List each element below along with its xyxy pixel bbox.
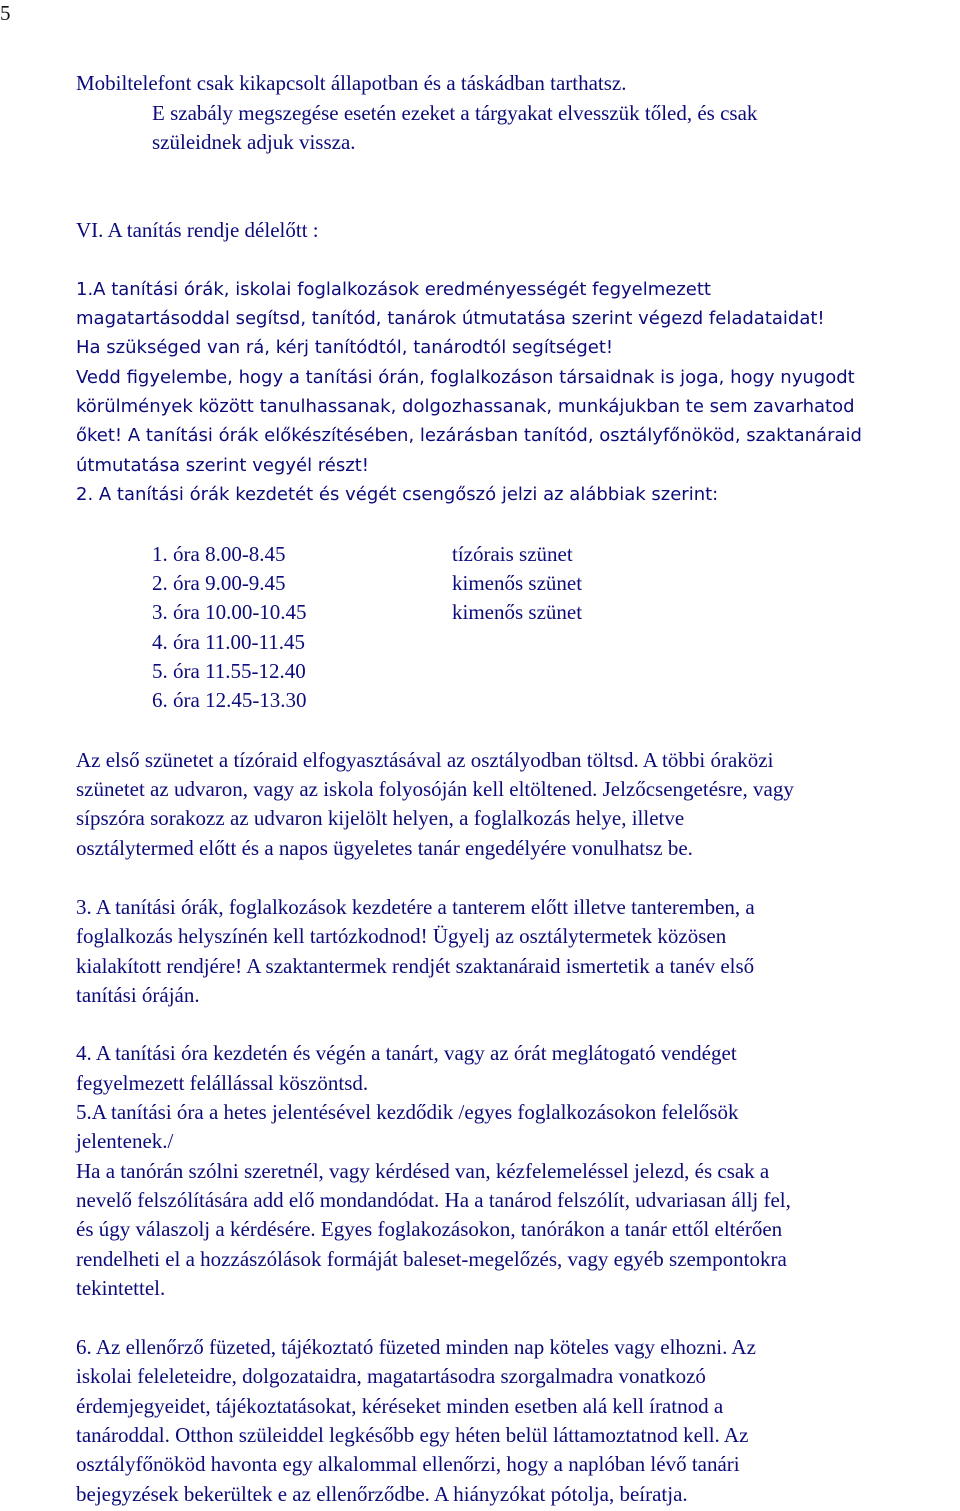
period-time: 1. óra 8.00-8.45 (152, 542, 286, 566)
paragraph-4-line: tekintettel. (76, 1276, 166, 1300)
paragraph-4-line: és úgy válaszolj a kérdésére. Egyes foglakozásokon, tanórákon a tanár ettől eltérően (76, 1217, 783, 1241)
paragraph-3-line: kialakított rendjére! A szaktantermek rendjét szaktanáraid ismertetik a tanév első (76, 954, 755, 978)
paragraph-1-line: őket! A tanítási órák előkészítésében, lezárásban tanítód, osztályfőnököd, szaktanáraid (76, 425, 862, 446)
paragraph-1-line: Vedd figyelembe, hogy a tanítási órán, foglalkozáson társaidnak is joga, hogy nyugodt (76, 367, 855, 388)
intro-line: E szabály megszegése esetén ezeket a tárgyakat elvesszük tőled, és csak (152, 101, 758, 125)
paragraph-3-line: tanítási óráján. (76, 983, 200, 1007)
paragraph-4-line: rendelheti el a hozzászólások formáját baleset-megelőzés, vagy egyéb szempontokra (76, 1247, 787, 1271)
paragraph-6-line: bejegyzések bekerültek e az ellenőrződbe. A hiányzókat pótolja, beíratja. (76, 1482, 688, 1506)
period-time: 6. óra 12.45-13.30 (152, 688, 307, 712)
paragraph-1-line: útmutatása szerint vegyél részt! (76, 455, 369, 476)
paragraph-1-line: 1.A tanítási órák, iskolai foglalkozások eredményességét fegyelmezett (76, 279, 711, 300)
period-time: 2. óra 9.00-9.45 (152, 571, 286, 595)
paragraph-4-line: Ha a tanórán szólni szeretnél, vagy kérdésed van, kézfelemeléssel jelezd, és csak a (76, 1159, 770, 1183)
paragraph-3-line: 3. A tanítási órák, foglalkozások kezdetére a tanterem előtt illetve tanteremben, a (76, 895, 755, 919)
section-title: VI. A tanítás rendje délelőtt : (76, 218, 319, 242)
breaks-paragraph-line: szünetet az udvaron, vagy az iskola folyosóján kell eltöltened. Jelzőcsengetésre, vagy (76, 777, 794, 801)
breaks-paragraph-line: sípszóra sorakozz az udvaron kijelölt helyen, a foglalkozás helye, illetve (76, 806, 685, 830)
paragraph-4-line: nevelő felszólítására add elő mondandódat. Ha a tanárod felszólít, udvariasan állj fel, (76, 1188, 791, 1212)
page-number: 5 (0, 1, 11, 25)
intro-line: szüleidnek adjuk vissza. (152, 130, 356, 154)
breaks-paragraph-line: osztálytermed előtt és a napos ügyeletes tanár engedélyére vonulhatsz be. (76, 836, 693, 860)
paragraph-1-line: 2. A tanítási órák kezdetét és végét csengőszó jelzi az alábbiak szerint: (76, 484, 719, 505)
break-type: kimenős szünet (452, 571, 583, 595)
paragraph-1-line: körülmények között tanulhassanak, dolgozhassanak, munkájukban te sem zavarhatod (76, 396, 855, 417)
paragraph-4-line: 4. A tanítási óra kezdetén és végén a tanárt, vagy az órát meglátogató vendéget (76, 1041, 737, 1065)
paragraph-6-line: tanároddal. Otthon szüleiddel legkésőbb egy héten belül láttamoztatnod kell. Az (76, 1423, 749, 1447)
paragraph-4-line: jelentenek./ (76, 1129, 174, 1153)
paragraph-4-line: 5.A tanítási óra a hetes jelentésével kezdődik /egyes foglalkozásokon felelősök (76, 1100, 739, 1124)
paragraph-6-line: 6. Az ellenőrző füzeted, tájékoztató füzeted minden nap köteles vagy elhozni. Az (76, 1335, 756, 1359)
break-type: kimenős szünet (452, 600, 583, 624)
break-type: tízórais szünet (452, 542, 573, 566)
period-time: 5. óra 11.55-12.40 (152, 659, 306, 683)
period-time: 3. óra 10.00-10.45 (152, 600, 307, 624)
breaks-paragraph-line: Az első szünetet a tízóraid elfogyasztásával az osztályodban töltsd. A többi óraközi (76, 748, 774, 772)
paragraph-3-line: foglalkozás helyszínén kell tartózkodnod! Ügyelj az osztálytermetek közösen (76, 924, 727, 948)
paragraph-1-line: Ha szükséged van rá, kérj tanítódtól, tanárodtól segítséget! (76, 337, 614, 358)
paragraph-6-line: érdemjegyeidet, tájékoztatásokat, kéréseket minden esetben alá kell íratnod a (76, 1394, 724, 1418)
paragraph-6-line: iskolai feleleteidre, dolgozataidra, magatartásodra szorgalmadra vonatkozó (76, 1364, 706, 1388)
paragraph-4-line: fegyelmezett felállással köszöntsd. (76, 1071, 369, 1095)
paragraph-1-line: magatartásoddal segítsd, tanítód, tanárok útmutatása szerint végezd feladataidat! (76, 308, 825, 329)
period-time: 4. óra 11.00-11.45 (152, 630, 305, 654)
paragraph-6-line: osztályfőnököd havonta egy alkalommal ellenőrzi, hogy a naplóban lévő tanári (76, 1452, 740, 1476)
intro-line: Mobiltelefont csak kikapcsolt állapotban és a táskádban tarthatsz. (76, 71, 627, 95)
